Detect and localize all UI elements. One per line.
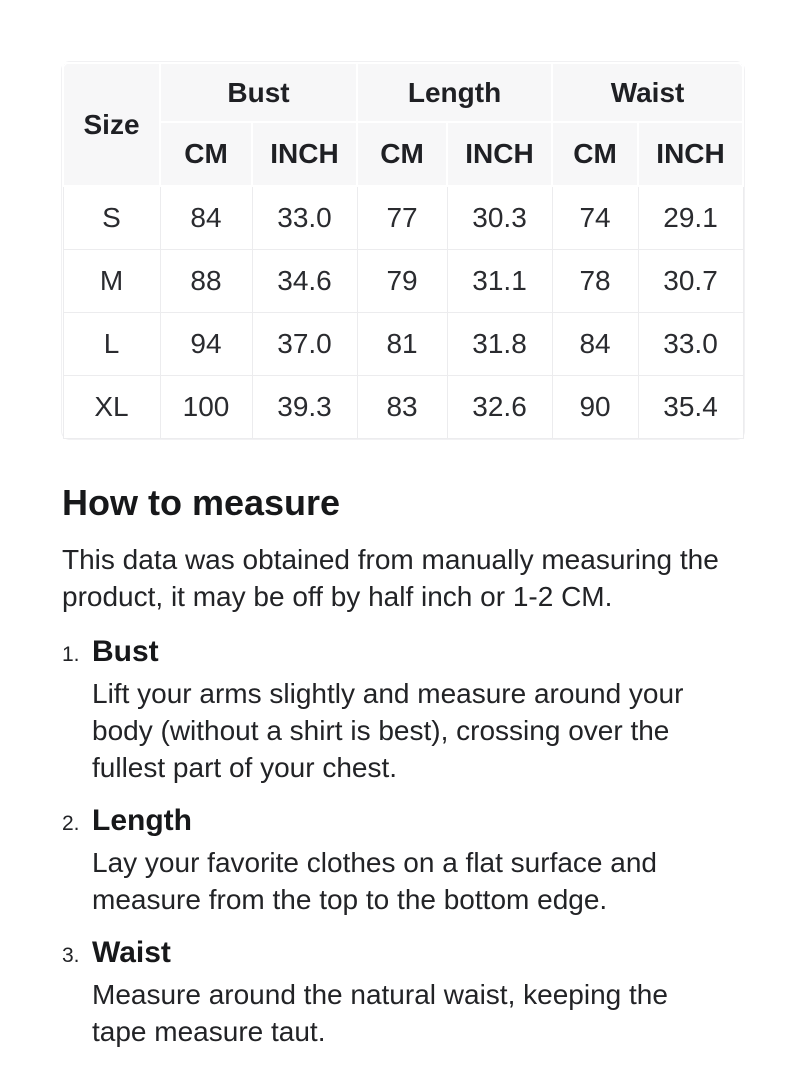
measurement-cell: 77 [357,186,447,249]
measurement-cell: 90 [552,375,638,438]
size-cell: S [63,186,160,249]
step-description: Lift your arms slightly and measure around your body (without a shirt is best), crossing over the fullest part of your chest. [92,677,684,783]
bust-group-header: Bust [160,63,357,122]
waist-group-header: Waist [552,63,743,122]
measure-step-bust [62,631,742,786]
measurement-cell: 84 [552,312,638,375]
header-row-groups [63,63,743,122]
measure-step-length [62,800,742,918]
measurement-cell: 33.0 [252,186,357,249]
step-title: Waist [92,935,171,969]
size-chart-table [62,62,744,439]
measurement-cell: 29.1 [638,186,743,249]
header-row-units [63,122,743,186]
measurement-cell: 35.4 [638,375,743,438]
step-description: Measure around the natural waist, keeping the tape measure taut. [92,978,668,1047]
measurement-cell: 74 [552,186,638,249]
length-cm-header: CM [357,122,447,186]
measurement-cell: 39.3 [252,375,357,438]
measurement-cell: 31.1 [447,249,552,312]
table-row-s [63,186,743,249]
measurement-cell: 79 [357,249,447,312]
measurement-cell: 30.7 [638,249,743,312]
size-cell: L [63,312,160,375]
how-to-measure-title: How to measure [62,481,341,523]
step-number: 1. [62,642,80,666]
measurement-cell: 33.0 [638,312,743,375]
length-group-header: Length [357,63,552,122]
step-body [92,800,742,918]
step-title: Bust [92,634,159,668]
step-title: Length [92,803,192,837]
measure-steps-list [62,631,742,1050]
measurement-cell: 84 [160,186,252,249]
measurement-cell: 78 [552,249,638,312]
bust-cm-header: CM [160,122,252,186]
measurement-cell: 94 [160,312,252,375]
measurement-cell: 83 [357,375,447,438]
step-number: 3. [62,943,80,967]
step-body [92,932,742,1050]
step-body [92,631,742,786]
length-inch-header: INCH [447,122,552,186]
measurement-cell: 81 [357,312,447,375]
measurement-cell: 100 [160,375,252,438]
measurement-cell: 31.8 [447,312,552,375]
waist-inch-header: INCH [638,122,743,186]
step-number: 2. [62,811,80,835]
measurement-cell: 32.6 [447,375,552,438]
measurement-cell: 30.3 [447,186,552,249]
bust-inch-header: INCH [252,122,357,186]
size-cell: XL [63,375,160,438]
measure-step-waist [62,932,742,1050]
size-column-header: Size [63,63,160,186]
measurement-cell: 88 [160,249,252,312]
measurement-cell: 37.0 [252,312,357,375]
table-row-xl [63,375,743,438]
table-row-m [63,249,743,312]
measurement-cell: 34.6 [252,249,357,312]
step-description: Lay your favorite clothes on a flat surface and measure from the top to the bottom edge. [92,846,657,915]
size-cell: M [63,249,160,312]
waist-cm-header: CM [552,122,638,186]
how-to-measure-intro: This data was obtained from manually measuring the product, it may be off by half inch or 1-2 CM. [62,543,719,612]
table-row-l [63,312,743,375]
